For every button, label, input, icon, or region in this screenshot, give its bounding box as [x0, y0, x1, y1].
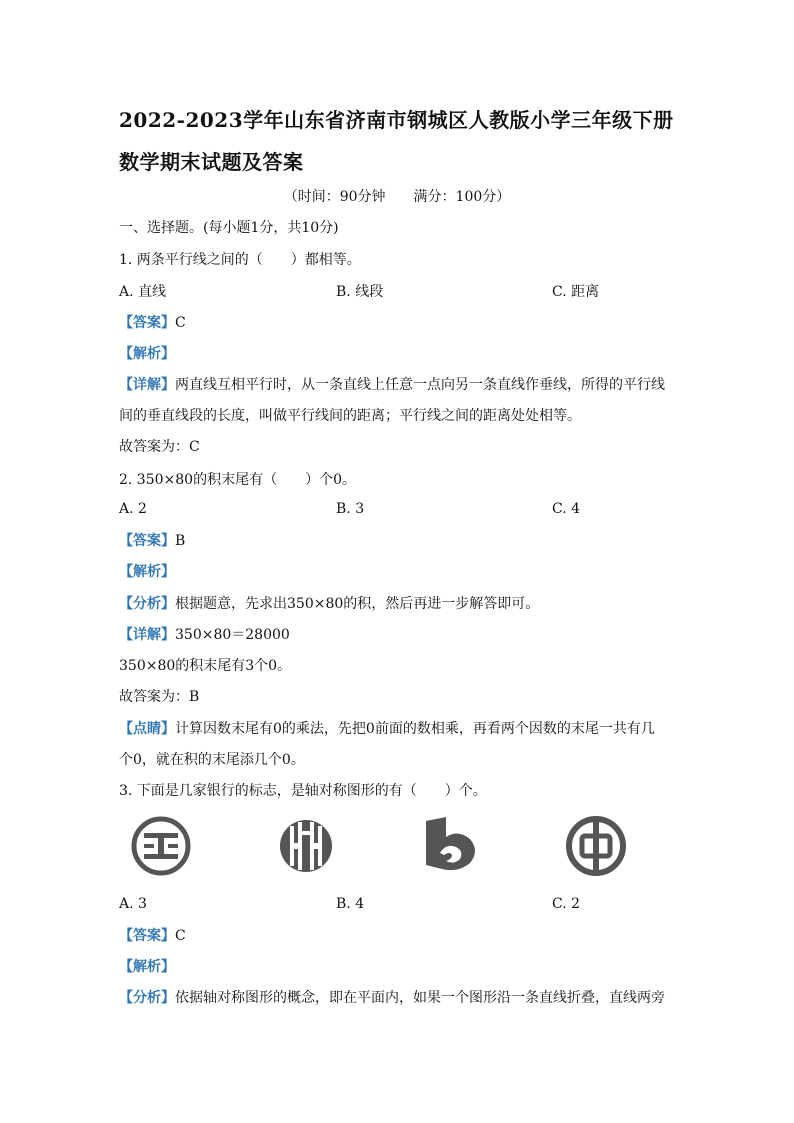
answer-value: C: [175, 928, 186, 944]
dianjing-text: 计算因数末尾有0的乘法，先把0前面的数相乘，再看两个因数的末尾一共有几: [175, 721, 655, 737]
question-2-fenxi: [119, 593, 539, 613]
fenxi-tag: 【分析】: [119, 990, 175, 1006]
document-title-line-1: 2022-2023学年山东省济南市钢城区人教版小学三年级下册: [119, 108, 674, 132]
question-2-option-c: C. 4: [552, 501, 581, 517]
question-2-stem: 2. 350×80的积末尾有（ ）个0。: [119, 472, 356, 488]
question-3-option-c: C. 2: [552, 896, 581, 912]
question-3-fenxi: [119, 987, 665, 1007]
bank-logo-2-icon: [273, 813, 339, 879]
question-3-analysis-tag: 【解析】: [119, 959, 175, 975]
question-1-answer: [119, 312, 186, 332]
document-title-line-2: 数学期末试题及答案: [119, 150, 304, 174]
fenxi-text: 依据轴对称图形的概念，即在平面内，如果一个图形沿一条直线折叠，直线两旁: [175, 990, 665, 1006]
answer-value: B: [175, 533, 186, 549]
question-1-option-c: C. 距离: [552, 284, 600, 300]
bank-logo-4-icon: [563, 813, 629, 879]
question-1-stem: 1. 两条平行线之间的（ ）都相等。: [119, 252, 361, 268]
detail-text: 350×80＝28000: [175, 627, 290, 643]
detail-tag: 【详解】: [119, 627, 175, 643]
question-3-answer: [119, 925, 186, 945]
bank-logo-3-icon: [418, 813, 484, 879]
fenxi-tag: 【分析】: [119, 596, 175, 612]
question-2-analysis-tag: 【解析】: [119, 564, 175, 580]
question-2-detail-2: 350×80的积末尾有3个0。: [119, 658, 292, 674]
question-1-analysis-tag: 【解析】: [119, 346, 175, 362]
question-2-option-b: B. 3: [336, 501, 365, 517]
question-1-detail-2: 间的垂直线段的长度，叫做平行线间的距离；平行线之间的距离处处相等。: [119, 408, 581, 424]
question-1-detail-1: [119, 374, 665, 394]
answer-tag: 【答案】: [119, 533, 175, 549]
question-2-dianjing-2: 个0，就在积的末尾添几个0。: [119, 752, 305, 768]
question-3-option-b: B. 4: [336, 896, 365, 912]
detail-tag: 【详解】: [119, 377, 175, 393]
question-2-conclusion: 故答案为：B: [119, 689, 200, 705]
question-3-stem: 3. 下面是几家银行的标志，是轴对称图形的有（ ）个。: [119, 783, 487, 799]
question-3-option-a: A. 3: [119, 896, 147, 912]
question-1-option-b: B. 线段: [336, 284, 384, 300]
question-2-dianjing-1: [119, 718, 655, 738]
fenxi-text: 根据题意，先求出350×80的积，然后再进一步解答即可。: [175, 596, 540, 612]
answer-tag: 【答案】: [119, 928, 175, 944]
exam-meta: （时间：90分钟 满分：100分）: [283, 189, 511, 205]
question-2-detail: [119, 624, 290, 644]
dianjing-tag: 【点睛】: [119, 721, 175, 737]
answer-tag: 【答案】: [119, 315, 175, 331]
question-2-option-a: A. 2: [119, 501, 147, 517]
detail-text: 两直线互相平行时，从一条直线上任意一点向另一条直线作垂线，所得的平行线: [175, 377, 665, 393]
question-1-option-a: A. 直线: [119, 284, 167, 300]
question-1-conclusion: 故答案为：C: [119, 439, 200, 455]
section-heading: 一、选择题。(每小题1分，共10分): [119, 220, 339, 236]
question-2-answer: [119, 530, 185, 550]
bank-logo-1-icon: [128, 813, 194, 879]
answer-value: C: [175, 315, 186, 331]
